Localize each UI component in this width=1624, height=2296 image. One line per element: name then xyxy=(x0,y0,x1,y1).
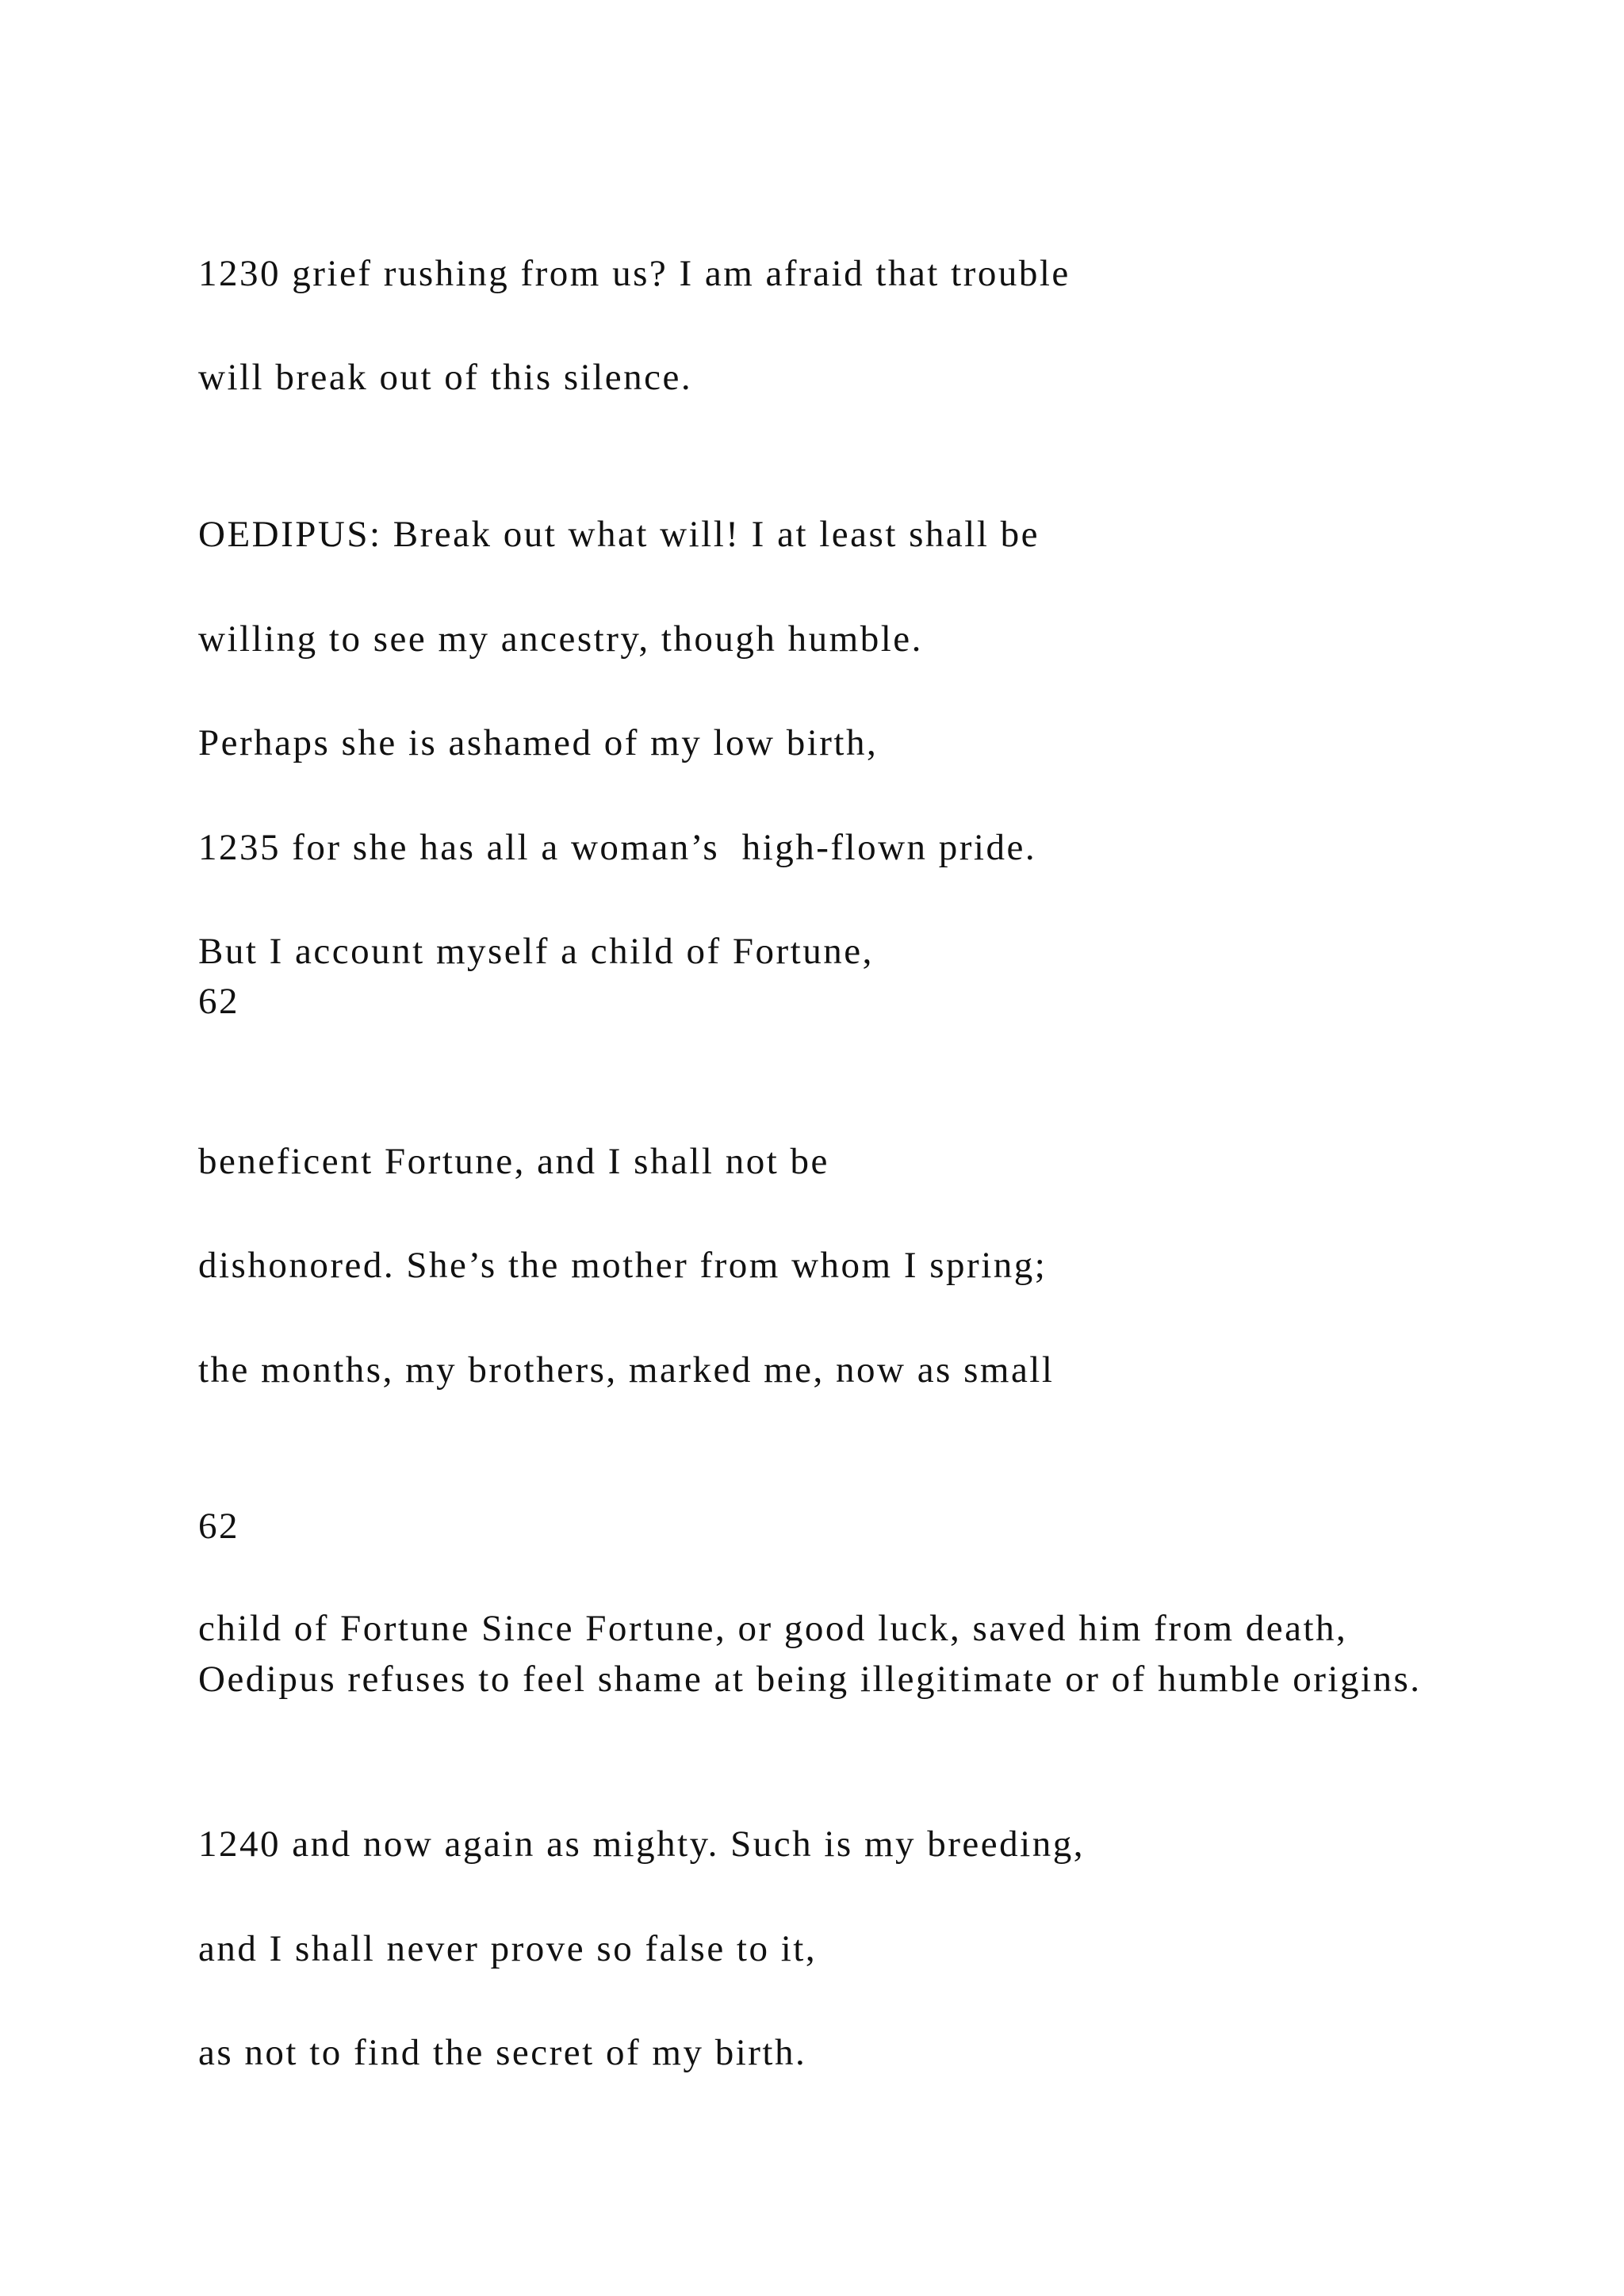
verse-line-1230: 1230 grief rushing from us? I am afraid that trouble xyxy=(198,253,1071,294)
verse-line-1235: 1235 for she has all a woman’s high-flown pride. xyxy=(198,827,1037,868)
verse-line: the months, my brothers, marked me, now as small xyxy=(198,1349,1055,1391)
verse-line: and I shall never prove so false to it, xyxy=(198,1928,818,1969)
verse-line-1240: 1240 and now again as mighty. Such is my breeding, xyxy=(198,1823,1085,1865)
verse-line: dishonored. She’s the mother from whom I spring; xyxy=(198,1245,1048,1286)
footnote-number: 62 xyxy=(198,1506,239,1547)
footnote-marker: 62 xyxy=(198,981,239,1022)
footnote-text: child of Fortune Since Fortune, or good luck, saved him from death, Oedipus refuses to feel shame at being illegitimate or of humble origins. xyxy=(198,1608,1422,1700)
verse-line: But I account myself a child of Fortune, xyxy=(198,931,874,972)
verse-line: willing to see my ancestry, though humble. xyxy=(198,618,923,660)
verse-line: beneficent Fortune, and I shall not be xyxy=(198,1141,829,1182)
verse-line: as not to find the secret of my birth. xyxy=(198,2032,807,2073)
speaker-line-oedipus: OEDIPUS: Break out what will! I at least shall be xyxy=(198,514,1040,555)
verse-line: Perhaps she is ashamed of my low birth, xyxy=(198,722,879,763)
verse-line: will break out of this silence. xyxy=(198,357,693,398)
